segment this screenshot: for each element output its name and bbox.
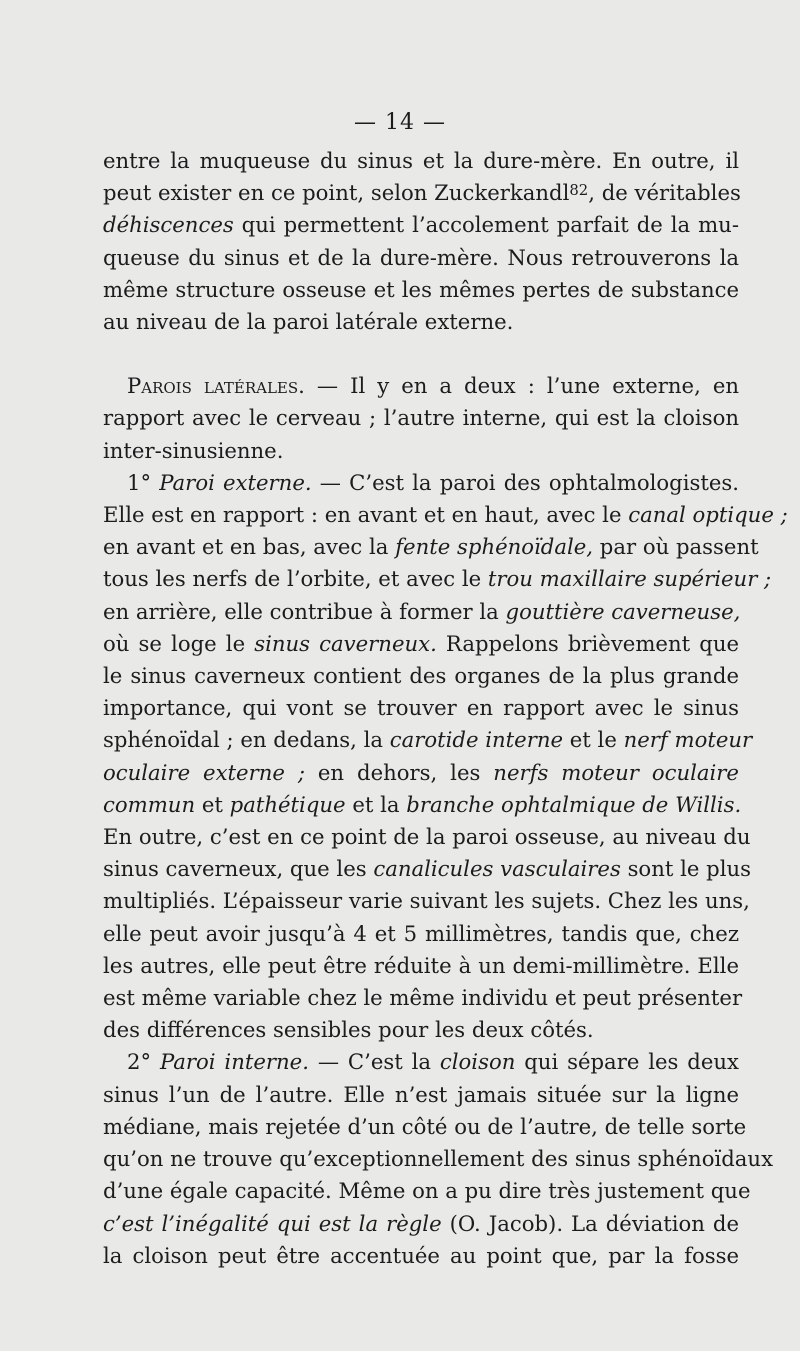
- body-text: [103, 145, 788, 1272]
- text-line: elle peut avoir jusqu’à 4 et 5 millimètres, tandis que, chez: [103, 920, 739, 946]
- text-line: commun et pathétique et la branche ophtalmique de Willis.: [103, 791, 742, 817]
- text-line: sphénoïdal ; en dedans, la carotide interne et le nerf moteur: [103, 727, 753, 753]
- section-heading: Parois latérales.: [127, 373, 305, 399]
- text-line: c’est l’inégalité qui est la règle (O. Jacob). La déviation de: [103, 1210, 739, 1236]
- text-line: peut exister en ce point, selon Zuckerkandl$^{82}$, de véritables: [103, 180, 741, 206]
- paragraph-gap: [103, 338, 739, 370]
- text-line: entre la muqueuse du sinus et la dure-mère. En outre, il: [103, 148, 739, 173]
- text-line: qu’on ne trouve qu’exceptionnellement des sinus sphénoïdaux: [103, 1146, 774, 1172]
- text-line: les autres, elle peut être réduite à un demi-millimètre. Elle: [103, 952, 739, 978]
- text-line: importance, qui vont se trouver en rapport avec le sinus: [103, 695, 739, 721]
- text-line: Elle est en rapport : en avant et en haut, avec le canal optique ;: [103, 502, 788, 528]
- text-line: rapport avec le cerveau ; l’autre interne, qui est la cloison: [103, 405, 739, 431]
- text-line: oculaire externe ; en dehors, les nerfs moteur oculaire: [103, 759, 739, 785]
- text-line: Parois latérales. — Il y en a deux : l’une externe, en: [127, 373, 740, 399]
- text-line: En outre, c’est en ce point de la paroi osseuse, au niveau du: [103, 824, 751, 850]
- footnote-ref: 82: [569, 182, 589, 200]
- page-number: — 14 —: [354, 110, 446, 135]
- text-line: la cloison peut être accentuée au point que, par la fosse: [103, 1242, 739, 1268]
- text-line: des différences sensibles pour les deux côtés.: [103, 1017, 594, 1043]
- text-line: sinus caverneux, que les canalicules vasculaires sont le plus: [103, 856, 751, 882]
- text-line: déhiscences qui permettent l’accolement parfait de la mu-: [103, 212, 739, 238]
- text-line: 2° Paroi interne. — C’est la cloison qui sépare les deux: [127, 1049, 739, 1075]
- text-line: inter-sinusienne.: [103, 437, 284, 463]
- text-line: au niveau de la paroi latérale externe.: [103, 309, 514, 335]
- text-line: même structure osseuse et les mêmes pertes de substance: [103, 276, 739, 302]
- text-line: d’une égale capacité. Même on a pu dire très justement que: [103, 1178, 751, 1204]
- subsection-heading: Paroi externe.: [159, 469, 312, 495]
- text-line: où se loge le sinus caverneux. Rappelons brièvement que: [103, 630, 739, 656]
- text-line: tous les nerfs de l’orbite, et avec le trou maxillaire supérieur ;: [103, 566, 772, 592]
- text-line: en arrière, elle contribue à former la gouttière caverneuse,: [103, 598, 741, 624]
- text-line: queuse du sinus et de la dure-mère. Nous retrouverons la: [103, 244, 739, 270]
- text-line: est même variable chez le même individu et peut présenter: [103, 985, 743, 1011]
- text-line: 1° Paroi externe. — C’est la paroi des ophtalmologistes.: [127, 469, 740, 495]
- text-line: médiane, mais rejetée d’un côté ou de l’autre, de telle sorte: [103, 1113, 747, 1139]
- text-line: sinus l’un de l’autre. Elle n’est jamais située sur la ligne: [103, 1081, 739, 1107]
- text-line: le sinus caverneux contient des organes de la plus grande: [103, 663, 739, 689]
- subsection-heading: Paroi interne.: [159, 1049, 309, 1075]
- text-line: multipliés. L’épaisseur varie suivant les sujets. Chez les uns,: [103, 888, 750, 914]
- text-line: en avant et en bas, avec la fente sphénoïdale, par où passent: [103, 534, 759, 560]
